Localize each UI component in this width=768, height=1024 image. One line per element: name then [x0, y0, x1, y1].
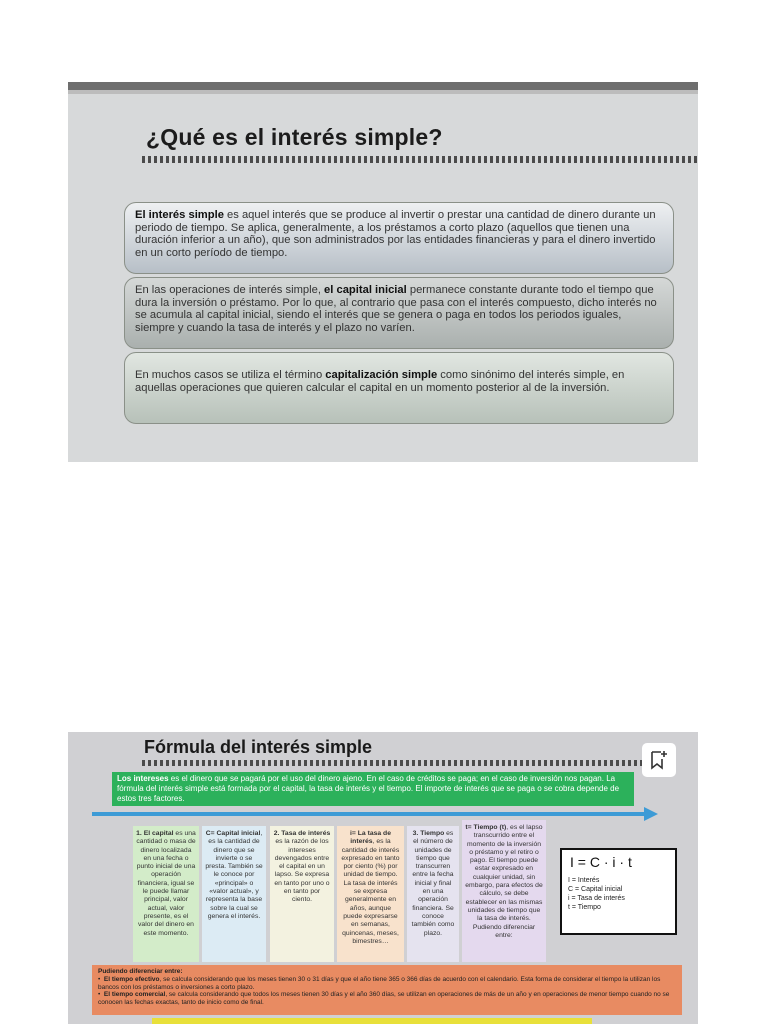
legend-item: t = Tiempo — [568, 904, 601, 911]
column-lead: C= Capital inicial — [205, 830, 261, 837]
time-types-heading: Pudiendo diferenciar entre: — [98, 968, 183, 975]
time-types-box: Pudiendo diferenciar entre: • El tiempo efectivo, se calcula considerando que los meses tienen 30 o 31 días y que el año tiene 365 o 366 días de acuerdo con el calendario. Esta forma de considerar el tiempo la utilizan los bancos con los préstamos o inversiones a corto plazo. • El tiempo comercial, se calcula considerando que todos los meses tienen 30 días y el año 360 días, se utilizan en operaciones de más de un año y en operaciones de menor tiempo cuando no se conocen las fechas exactas, tanto de inicio como de final. — [92, 965, 682, 1015]
capital-text-b: permanece constante durante todo el tiempo que dura la inversión o préstamo. Por lo que, al contrario que pasa con el interés compuesto, dicho interés no se acumula al capital inicial, siendo el interés que se genera o paga en todos los periodos iguales, siempre y cuando la tasa de interés y el plazo no varíen. — [135, 284, 657, 334]
capitalizacion-box — [124, 352, 674, 424]
timeline-arrow-head — [644, 807, 658, 821]
concept-column — [270, 826, 334, 962]
timeline-arrow — [92, 812, 646, 816]
definition-box — [124, 202, 674, 274]
intro-text: es el dinero que se pagará por el uso del dinero ajeno. En el caso de créditos se paga; en el caso de inversión nos pagan. La fórmula del interés simple está formada por el capital, la tasa de interés y el tiempo. El importe de interés que se paga o se cobra depende de estos tres factores. — [117, 774, 620, 803]
column-text: es una cantidad o masa de dinero localizada en una fecha o punto inicial de una operación financiera, igual se le puede llamar principal, valor actual, valor presente, es el valor del dinero en este momento. — [136, 830, 196, 937]
concept-column — [407, 826, 459, 962]
bookmark-add-icon — [650, 750, 668, 770]
concept-column — [202, 826, 266, 962]
capitalizacion-text-a: En muchos casos se utiliza el término — [135, 369, 326, 381]
capitalizacion-bold: capitalización simple — [325, 369, 438, 381]
concept-column — [133, 826, 199, 962]
slide-top-border — [68, 82, 698, 90]
concept-column — [462, 820, 546, 962]
intro-banner — [112, 772, 634, 806]
column-text: es la razón de los intereses devengados entre el capital en un lapso. Se expresa en tanto por uno o en tanto por ciento. — [274, 838, 330, 904]
commercial-time-lead: El tiempo comercial — [103, 991, 166, 999]
slide-title: ¿Qué es el interés simple? — [146, 124, 443, 150]
column-text: , es la cantidad de dinero que se invierte o se presta. También se le conoce por «principal» o «valor actual», y representa la base sobre la cual se genera el interés. — [205, 830, 263, 920]
formula-expression: I = C · i · t — [570, 854, 632, 870]
capital-text-a: En las operaciones de interés simple, — [135, 284, 325, 296]
capital-bold: el capital inicial — [324, 284, 407, 296]
column-text: , es el lapso transcurrido entre el momento de la inversión o préstamo y el retiro o pago. El tiempo puede estar expresado en cualquier unidad, sin embargo, para efectos de cálculo, se debe establecer en las mismas unidades de tiempo que la tasa de interés. Pudiendo diferenciar entre: — [465, 824, 543, 939]
slide-title: Fórmula del interés simple — [144, 737, 373, 757]
title-underline-decoration — [142, 156, 698, 163]
legend-item: C = Capital inicial — [568, 886, 623, 893]
column-lead: 2. Tasa de interés — [273, 830, 331, 837]
concept-column — [337, 826, 404, 962]
commercial-time-text: , se calcula considerando que todos los meses tienen 30 días y el año 360 días, se utilizan en operaciones de más de un año y en operaciones de menor tiempo cuando no se conocen las fechas exactas, tanto de inicio como de final. — [98, 991, 670, 1007]
legend-item: I = Interés — [568, 877, 600, 884]
title-underline-decoration — [142, 760, 642, 766]
bookmark-button[interactable] — [642, 743, 676, 777]
column-lead: 1. El capital — [136, 830, 174, 837]
slide-interes-simple — [68, 82, 698, 462]
formula-box — [560, 848, 677, 935]
definition-lead: El interés simple — [135, 209, 224, 221]
effective-time-text: , se calcula considerando que los meses tienen 30 o 31 días y que el año tiene 365 o 366 días de acuerdo con el calendario. Esta forma de considerar el tiempo la utilizan los bancos con los préstamos o inversiones a corto plazo. — [98, 975, 661, 991]
legend-item: i = Tasa de interés — [568, 895, 625, 902]
slide-formula — [68, 732, 698, 1024]
highlighted-text-strip — [152, 1018, 592, 1024]
formula-legend — [568, 876, 669, 912]
capital-box — [124, 277, 674, 349]
definition-text: es aquel interés que se produce al invertir o prestar una cantidad de dinero durante un periodo de tiempo. Se aplica, generalmente, a los préstamos a corto plazo (aquellos que tienen una duración inferior a un año), que son administrados por las entidades financieras y para el dinero invertido en un corto período de tiempo. — [135, 209, 656, 259]
intro-lead: Los intereses — [117, 774, 169, 783]
column-lead: 3. Tiempo — [412, 830, 445, 837]
capitalizacion-text-b: como sinónimo del interés simple, en aquellas operaciones que quieren calcular el capital en un momento posterior al de la inversión. — [135, 369, 625, 394]
column-lead: i= La tasa de interés — [350, 830, 391, 846]
effective-time-lead: El tiempo efectivo — [103, 975, 160, 983]
slide-top-border-light — [68, 90, 698, 94]
column-lead: t= Tiempo (t) — [465, 824, 507, 831]
column-text: , es la cantidad de interés expresado en tanto por ciento (%) por unidad de tiempo. La tasa de interés se expresa generalmente en años, aunque puede expresarse en semanas, quincenas, meses, bimestres… — [341, 838, 400, 945]
column-text: es el número de unidades de tiempo que transcurren entre la fecha inicial y final en una operación financiera. Se conoce también como plazo. — [411, 830, 455, 937]
